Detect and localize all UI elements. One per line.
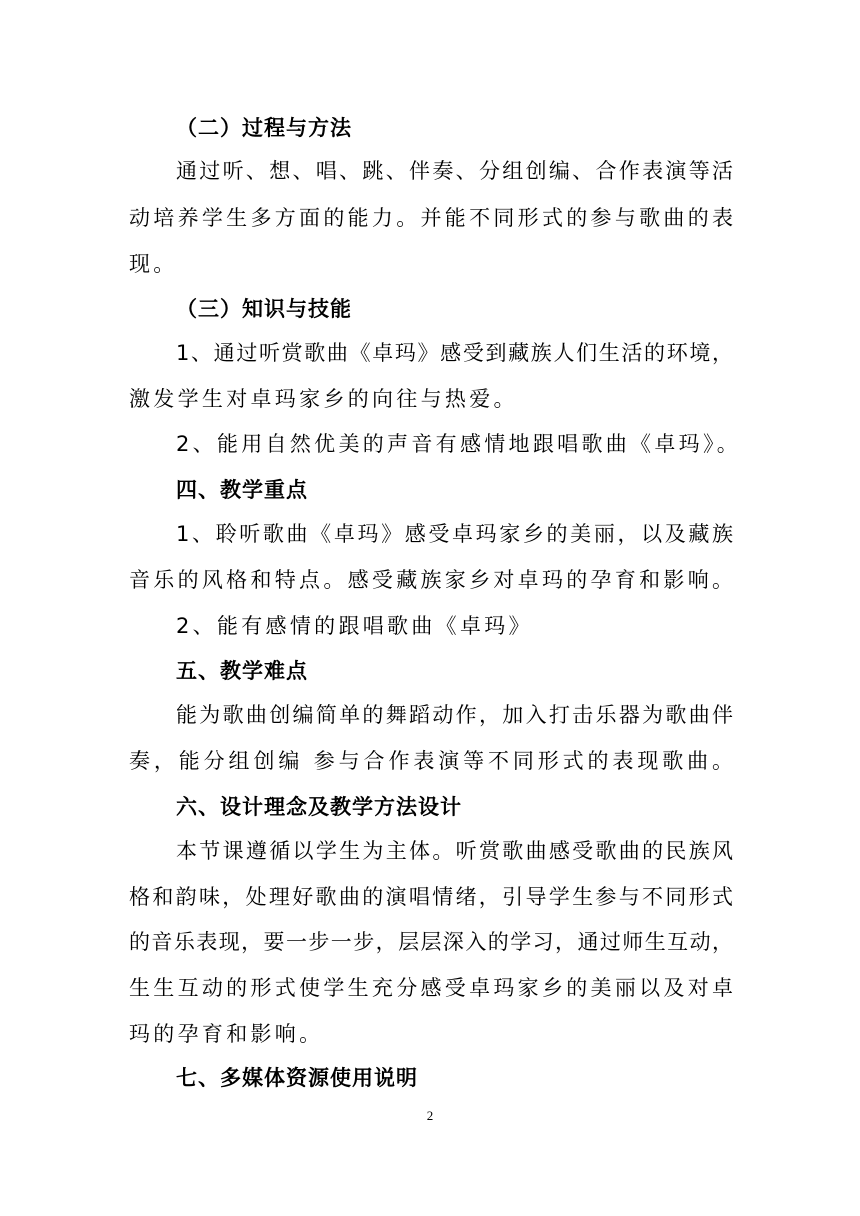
- heading-knowledge-skill: （三）知识与技能: [176, 297, 352, 321]
- paragraph-line: 2、能用自然优美的声音有感情地跟唱歌曲《卓玛》。: [176, 432, 742, 456]
- paragraph-line: 玛的孕育和影响。: [129, 1022, 324, 1046]
- paragraph-line: 1、聆听歌曲《卓玛》感受卓玛家乡的美丽，以及藏族: [176, 522, 733, 546]
- paragraph-line: 奏，能分组创编 参与合作表演等不同形式的表现歌曲。: [129, 749, 733, 773]
- paragraph-line: 能为歌曲创编简单的舞蹈动作，加入打击乐器为歌曲伴: [176, 703, 733, 727]
- paragraph-line: 1、通过听赏歌曲《卓玛》感受到藏族人们生活的环境，: [176, 341, 733, 365]
- paragraph-line: 动培养学生多方面的能力。并能不同形式的参与歌曲的表: [129, 206, 733, 230]
- paragraph-line: 音乐的风格和特点。感受藏族家乡对卓玛的孕育和影响。: [129, 568, 733, 592]
- paragraph-line: 现。: [129, 252, 178, 276]
- heading-difficulties: 五、教学难点: [176, 659, 308, 683]
- paragraph-line: 生生互动的形式使学生充分感受卓玛家乡的美丽以及对卓: [129, 976, 733, 1000]
- heading-multimedia: 七、多媒体资源使用说明: [176, 1066, 418, 1090]
- heading-process-method: （二）过程与方法: [176, 116, 352, 140]
- heading-key-points: 四、教学重点: [176, 478, 308, 502]
- paragraph-line: 通过听、想、唱、跳、伴奏、分组创编、合作表演等活: [176, 159, 733, 183]
- heading-design: 六、设计理念及教学方法设计: [176, 795, 462, 819]
- paragraph-line: 激发学生对卓玛家乡的向往与热爱。: [129, 387, 518, 411]
- page-number: 2: [426, 1108, 434, 1123]
- paragraph-line: 格和韵味，处理好歌曲的演唱情绪，引导学生参与不同形式: [129, 885, 733, 909]
- paragraph-line: 2、能有感情的跟唱歌曲《卓玛》: [176, 614, 533, 638]
- paragraph-line: 本节课遵循以学生为主体。听赏歌曲感受歌曲的民族风: [176, 839, 733, 863]
- paragraph-line: 的音乐表现，要一步一步，层层深入的学习，通过师生互动，: [129, 930, 733, 954]
